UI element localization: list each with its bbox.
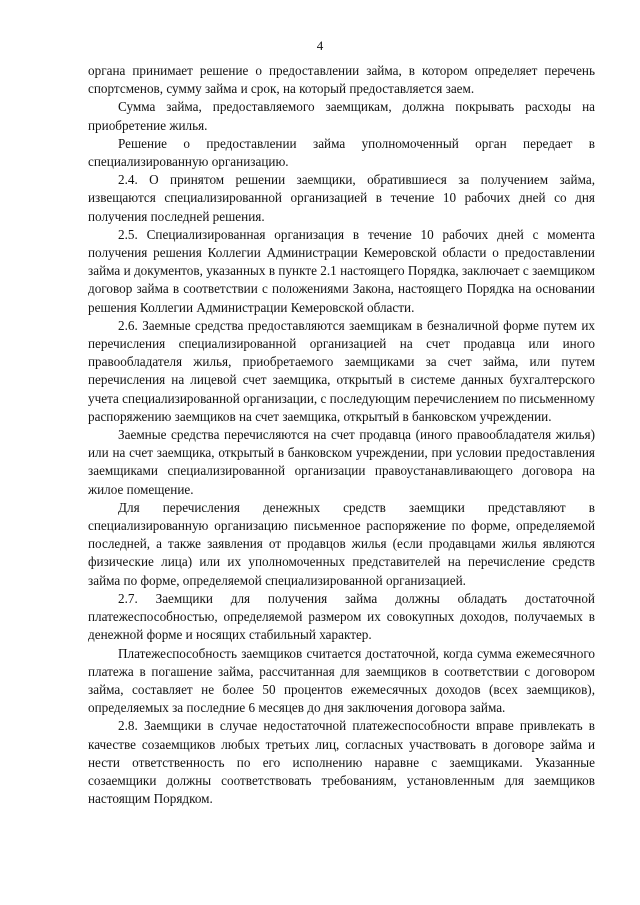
document-body [88, 62, 595, 808]
paragraph-transfer-order: Для перечисления денежных средств заемщики представляют в специализированную организацию письменное распоряжение по форме, определяемой последней, а также заявления от продавцов жилья (если продавцами жилья являются физические лица) или их уполномоченных представителей на перечисление средств займа по форме, определяемой специализированной организацией. [88, 499, 595, 588]
paragraph-2-6: 2.6. Заемные средства предоставляются заемщикам в безналичной форме путем их перечисления специализированной организацией на счет продавца или иного правообладателя жилья, приобретаемого заемщиками за счет займа, или путем перечисления на лицевой счет заемщика, открытый в системе данных бухгалтерского учета специализированной организации, с последующим перечислением по письменному распоряжению заемщиков на счет заемщика, открытый в банковском учреждении. [88, 317, 595, 424]
paragraph-2-8: 2.8. Заемщики в случае недостаточной платежеспособности вправе привлекать в качестве созаемщиков любых третьих лиц, согласных участвовать в договоре займа и нести ответственность по его исполнению наравне с заемщиками. Указанные созаемщики должны соответствовать требованиям, установленным для заемщиков настоящим Порядком. [88, 718, 595, 807]
paragraph-continuation: органа принимает решение о предоставлении займа, в котором определяет перечень спортсменов, сумму займа и срок, на который предоставляется заем. [88, 63, 595, 97]
paragraph-funds-transfer: Заемные средства перечисляются на счет продавца (иного правообладателя жилья) или на счет заемщика, открытый в банковском учреждении, при условии предоставления заемщиками специализированной организации правоустанавливающего договора на жилое помещение. [88, 427, 595, 497]
paragraph-2-5: 2.5. Специализированная организация в течение 10 рабочих дней с момента получения решения Коллегии Администрации Кемеровской области о предоставлении займа и документов, указанных в пункте 2.1 настоящего Порядка, заключает с заемщиком договор займа в соответствии с положениями Закона, настоящего Порядка на основании решения Коллегии Администрации Кемеровской области. [88, 226, 595, 315]
paragraph-2-4: 2.4. О принятом решении заемщики, обратившиеся за получением займа, извещаются специализированной организацией в течение 10 рабочих дней со дня получения последней решения. [88, 172, 595, 224]
paragraph-loan-amount: Сумма займа, предоставляемого заемщикам, должна покрывать расходы на приобретение жилья. [88, 99, 595, 133]
page-number: 4 [316, 38, 324, 53]
paragraph-decision-transfer: Решение о предоставлении займа уполномоченный орган передает в специализированную организацию. [88, 135, 595, 170]
paragraph-2-7: 2.7. Заемщики для получения займа должны обладать достаточной платежеспособностью, определяемой размером их совокупных доходов, получаемых в денежной форме и носящих стабильный характер. [88, 590, 595, 643]
paragraph-solvency: Платежеспособность заемщиков считается достаточной, когда сумма ежемесячного платежа в погашение займа, рассчитанная для заемщиков в соответствии с договором займа, составляет не более 50 процентов ежемесячных доходов (всех заемщиков), определяемых за последние 6 месяцев до дня заключения договора займа. [88, 645, 595, 716]
